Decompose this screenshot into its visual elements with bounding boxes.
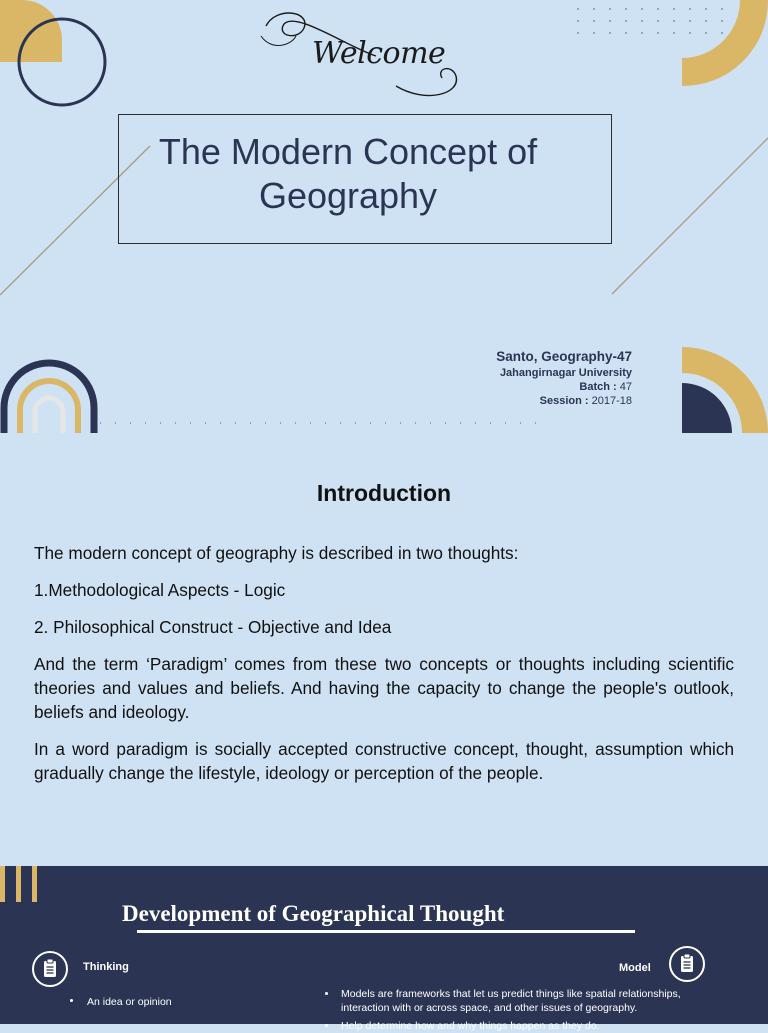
intro-paragraph: 1.Methodological Aspects - Logic [34, 580, 286, 600]
bullet-dot [325, 992, 328, 995]
intro-paragraph: In a word paradigm is socially accepted constructive concept, thought, assumption which gradually change the lifestyle, ideology or perception of the people. [34, 739, 734, 783]
author-batch: Batch : 47 [579, 381, 632, 393]
model-label: Model [619, 962, 651, 974]
thinking-label: Thinking [83, 961, 129, 973]
bullet-dot [70, 999, 73, 1002]
model-bullet: Models are frameworks that let us predict things like spatial relationships, interaction with or across space, and other issues of geography. [341, 988, 681, 1014]
introduction-slide [0, 433, 768, 866]
author-session: Session : 2017-18 [539, 395, 632, 407]
introduction-heading: Introduction [316, 480, 452, 506]
gold-bar [16, 866, 21, 902]
slide-title: The Modern Concept of Geography [158, 131, 538, 216]
thinking-bullet: An idea or opinion [87, 996, 172, 1008]
gold-arc-top-right [682, 0, 768, 86]
gold-arch [20, 381, 78, 433]
clipboard-icon [32, 951, 68, 987]
intro-paragraph: And the term ‘Paradigm’ comes from these two concepts or thoughts including scientific theories and values and beliefs. And having the capacity to change the people's outlook, beliefs and ideology. [34, 654, 734, 722]
development-slide [0, 866, 768, 1032]
title-slide [0, 0, 768, 433]
white-arch [35, 398, 63, 433]
gold-bar [32, 866, 37, 902]
introduction-body [34, 541, 734, 798]
model-bullet: Help determine how and why things happen as they do. [341, 1020, 600, 1032]
intro-paragraph: The modern concept of geography is described in two thoughts: [34, 543, 519, 563]
dot-grid [577, 8, 723, 34]
heading-underline [137, 930, 635, 933]
development-heading: Development of Geographical Thought [122, 901, 505, 926]
bullet-dot [325, 1024, 328, 1027]
author-university: Jahangirnagar University [499, 367, 632, 379]
diagonal-line-right [612, 138, 768, 294]
clipboard-icon [669, 946, 705, 982]
author-info [496, 348, 632, 408]
intro-paragraph: 2. Philosophical Construct - Objective and Idea [34, 617, 392, 637]
author-name: Santo, Geography-47 [496, 349, 632, 364]
gold-bar [0, 866, 5, 902]
welcome-script: Welcome [312, 36, 446, 71]
